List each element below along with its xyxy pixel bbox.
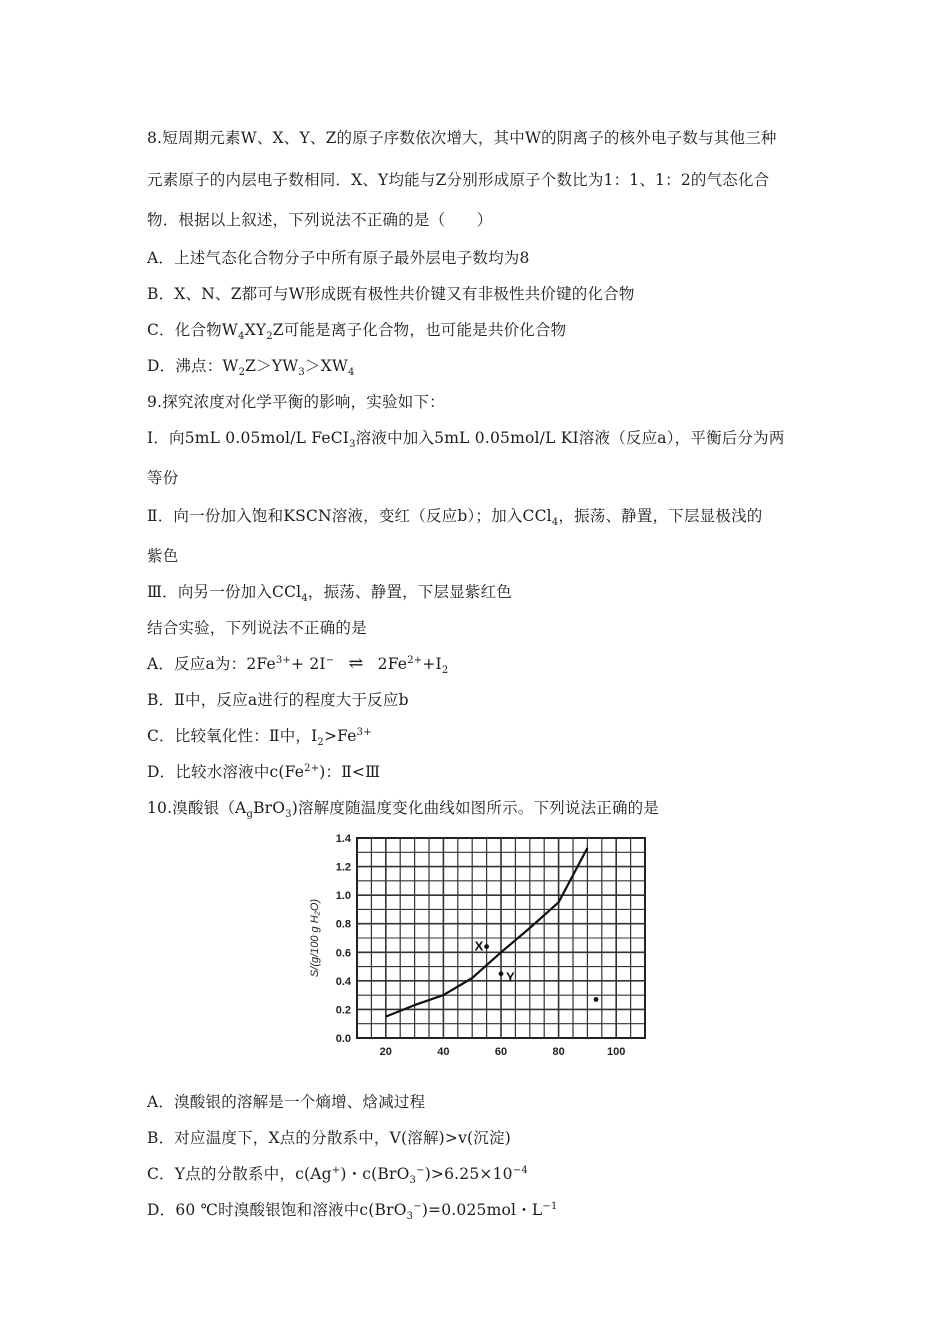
q9-option-a: A．反应a为：$2Fe^{3+}+ 2I^-$ ⇌ $2Fe^{2+}+I_2$ [147, 653, 449, 677]
data-point [594, 997, 599, 1002]
y-tick-label: 0.4 [335, 975, 351, 988]
y-axis-label: S/(g/100 g H₂O) [309, 898, 321, 978]
q9-option-d: D．比较水溶液中$c(Fe^{2+})$：Ⅱ<Ⅲ [147, 762, 381, 781]
x-tick-label: 80 [552, 1046, 565, 1058]
data-point [499, 971, 504, 976]
q8-stem-line-1: 8.短周期元素W、X、Y、Z的原子序数依次增大，其中W的阴离子的核外电子数与其他三种 [147, 129, 777, 147]
x-tick-label: 100 [607, 1046, 626, 1058]
solubility-chart-svg [300, 828, 660, 1068]
q9-step-2: Ⅱ．向一份加入饱和KSCN溶液，变红（反应b）；加入CCl$_4$，振荡、静置，下层显极浅的 [147, 507, 763, 529]
q10-option-d: D．60 ℃时溴酸银饱和溶液中c(BrO$_3$−)=0.025mol・$L^{-1}$ [147, 1200, 558, 1223]
q9-option-b: B．Ⅱ中，反应a进行的程度大于反应b [147, 691, 409, 709]
q9-stem: 9.探究浓度对化学平衡的影响，实验如下： [147, 393, 445, 411]
q8-option-c: C．化合物$W_4XY_2Z$可能是离子化合物，也可能是共价化合物 [147, 321, 567, 343]
q10-option-c: C．Y点的分散系中，c(Ag+)・$c(BrO_3^-)>6.25\times 10^{-4}$ [147, 1164, 528, 1187]
q9-step-3: Ⅲ．向另一份加入CCl$_4$，振荡、静置，下层显紫红色 [147, 583, 512, 605]
q9-step-1-cont: 等份 [147, 469, 179, 487]
q8-stem-line-3: 物．根据以上叙述，下列说法不正确的是（ ） [147, 211, 493, 229]
point-label: X [474, 938, 484, 954]
q10-option-b: B．对应温度下，X点的分散系中，V(溶解)>v(沉淀) [147, 1129, 511, 1147]
q8-option-d: D．沸点：$W_2Z>YW_3>XW_4$ [147, 357, 355, 379]
point-label: Y [506, 969, 515, 985]
q9-lead: 结合实验，下列说法不正确的是 [147, 619, 367, 637]
y-tick-label: 1.0 [335, 890, 351, 903]
q8-option-b: B．X、N、Z都可与W形成既有极性共价键又有非极性共价键的化合物 [147, 285, 635, 303]
y-tick-label: 0.8 [335, 918, 351, 931]
y-tick-label: 0.6 [335, 947, 351, 960]
x-tick-label: 40 [437, 1046, 450, 1058]
y-tick-label: 0.0 [335, 1033, 351, 1045]
data-point [484, 944, 489, 949]
y-tick-label: 0.2 [335, 1004, 351, 1017]
equilibrium-arrow-icon: ⇌ [348, 653, 364, 674]
x-tick-label: 60 [494, 1046, 508, 1058]
q9-step-2-cont: 紫色 [147, 547, 179, 565]
q10-stem: 10.溴酸银$(A_gBrO_3)$溶解度随温度变化曲线如图所示。下列说法正确的是 [147, 799, 660, 821]
x-tick-label: 20 [379, 1046, 392, 1058]
y-tick-label: 1.4 [335, 833, 351, 845]
q9-step-1: Ⅰ．向5mL 0.05mol/L FeCI$_3$溶液中加入5mL 0.05mol/L KI溶液（反应a），平衡后分为两 [147, 429, 785, 451]
q8-stem-line-2: 元素原子的内层电子数相同．X、Y均能与Z分别形成原子个数比为1：1、1：2的气态化合 [147, 171, 770, 189]
q8-option-a: A．上述气态化合物分子中所有原子最外层电子数均为8 [147, 249, 530, 267]
q10-option-a: A．溴酸银的溶解是一个熵增、焓减过程 [147, 1093, 426, 1111]
y-tick-label: 1.2 [335, 861, 351, 874]
solubility-chart [300, 828, 660, 1068]
q9-option-c: C．比较氧化性：Ⅱ中，$I_2>Fe^{3+}$ [147, 726, 372, 749]
